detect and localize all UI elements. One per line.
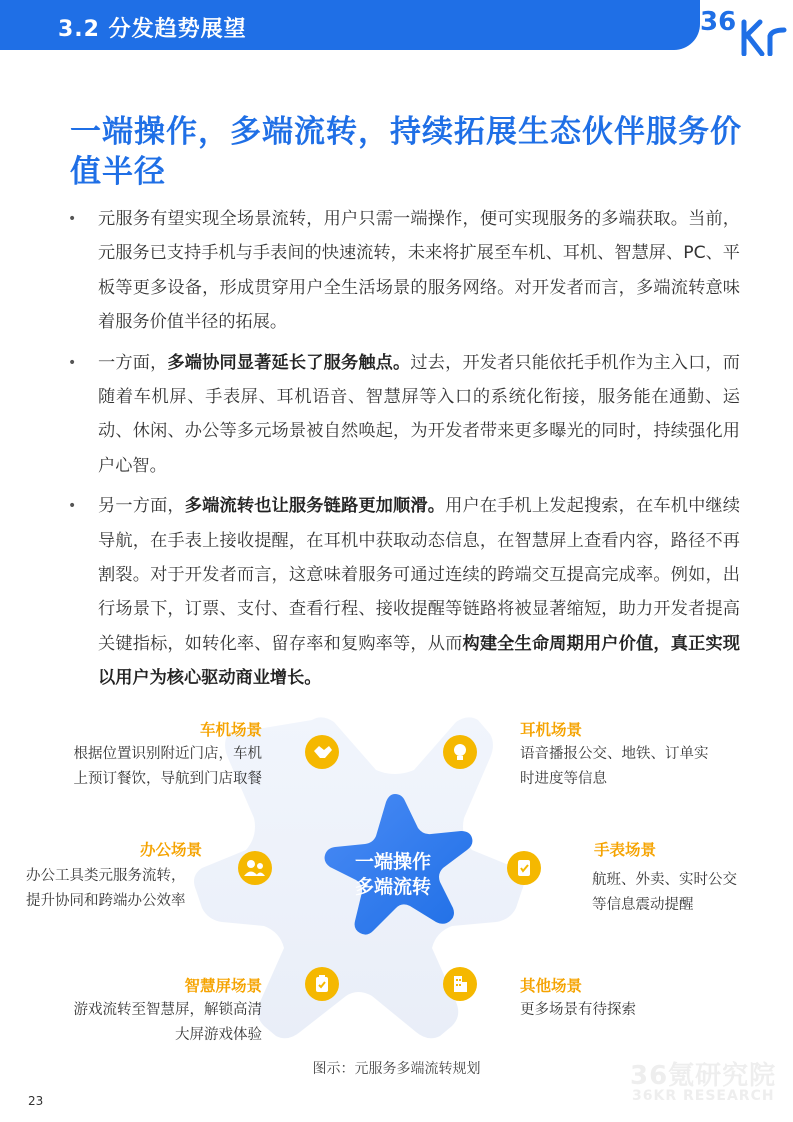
lightbulb-icon <box>443 735 477 769</box>
earphone-scene-title: 耳机场景 <box>520 721 583 739</box>
car-scene-desc: 根据位置识别附近门店，车机 上预订餐饮，导航到门店取餐 <box>73 746 262 787</box>
screen-scene-desc: 游戏流转至智慧屏，解锁高清 大屏游戏体验 <box>73 1002 262 1043</box>
bullet-dot: • <box>68 498 77 515</box>
other-scene-desc: 更多场景有待探索 <box>520 1002 636 1018</box>
bullet-dot: • <box>68 211 77 227</box>
car-scene-title: 车机场景 <box>199 721 262 739</box>
bullet-item-1: • 元服务有望实现全场景流转，用户只需一端操作，便可实现服务的多端获取。当前，元服务已支持手机与手表间的快速流转，未来将扩展至车机、耳机、智慧屏、PC、平板等更多设备，形成贯穿用户全生活场景的服务网络。对开发者而言，多端流转意味着服务价值半径的拓展。 <box>60 202 740 340</box>
logo-36: 36 <box>700 7 737 37</box>
clipboard-icon <box>305 967 339 1001</box>
building-icon <box>443 967 477 1001</box>
figure-caption: 图示：元服务多端流转规划 <box>312 1061 481 1077</box>
office-scene-desc: 办公工具类元服务流转， 提升协同和跨端办公效率 <box>26 868 186 909</box>
checklist-icon <box>507 851 541 885</box>
center-label-line2: 多端流转 <box>354 876 432 898</box>
bullet-item-2: • 一方面，多端协同显著延长了服务触点。过去，开发者只能依托手机作为主入口，而随着车机屏、手表屏、耳机语音、智慧屏等入口的系统化衔接，服务能在通勤、运动、休闲、办公等多元场景被自然唤起，为开发者带来更多曝光的同时，持续强化用户心智。 <box>60 346 740 484</box>
other-scene-title: 其他场景 <box>520 977 583 995</box>
watch-scene-desc: 航班、外卖、实时公交 等信息震动提醒 <box>592 872 737 913</box>
36kr-logo <box>700 0 793 56</box>
main-title: 一端操作，多端流转，持续拓展生态伙伴服务价 值半径 <box>70 114 742 190</box>
watermark-cn: 36氪研究院 <box>630 1061 777 1091</box>
users-icon <box>238 851 272 885</box>
section-title: 3.2 分发趋势展望 <box>58 17 247 42</box>
office-scene-title: 办公场景 <box>139 841 202 859</box>
handshake-icon <box>305 735 339 769</box>
watermark-en: 36KR RESEARCH <box>632 1088 775 1104</box>
watch-scene-title: 手表场景 <box>594 841 657 859</box>
center-label-line1: 一端操作 <box>354 851 432 873</box>
bullet-dot: • <box>68 354 77 371</box>
section-header-bar <box>0 0 700 50</box>
bullet-item-3: • 另一方面，多端流转也让服务链路更加顺滑。用户在手机上发起搜索，在车机中继续导航，在手表上接收提醒，在耳机中获取动态信息，在智慧屏上查看内容，路径不再割裂。对于开发者而言，这意味着服务可通过连续的跨端交互提高完成率。例如，出行场景下，订票、支付、查看行程、接收提醒等链路将被显著缩短，助力开发者提高关键指标，如转化率、留存率和复购率等，从而构建全生命周期用户价值，真正实现以用户为核心驱动商业增长。 <box>60 489 740 695</box>
page-number: 23 <box>28 1094 44 1108</box>
multi-device-diagram <box>0 700 793 1080</box>
bullet-list <box>60 202 740 702</box>
earphone-scene-desc: 语音播报公交、地铁、订单实 时进度等信息 <box>520 746 709 787</box>
screen-scene-title: 智慧屏场景 <box>184 977 262 995</box>
